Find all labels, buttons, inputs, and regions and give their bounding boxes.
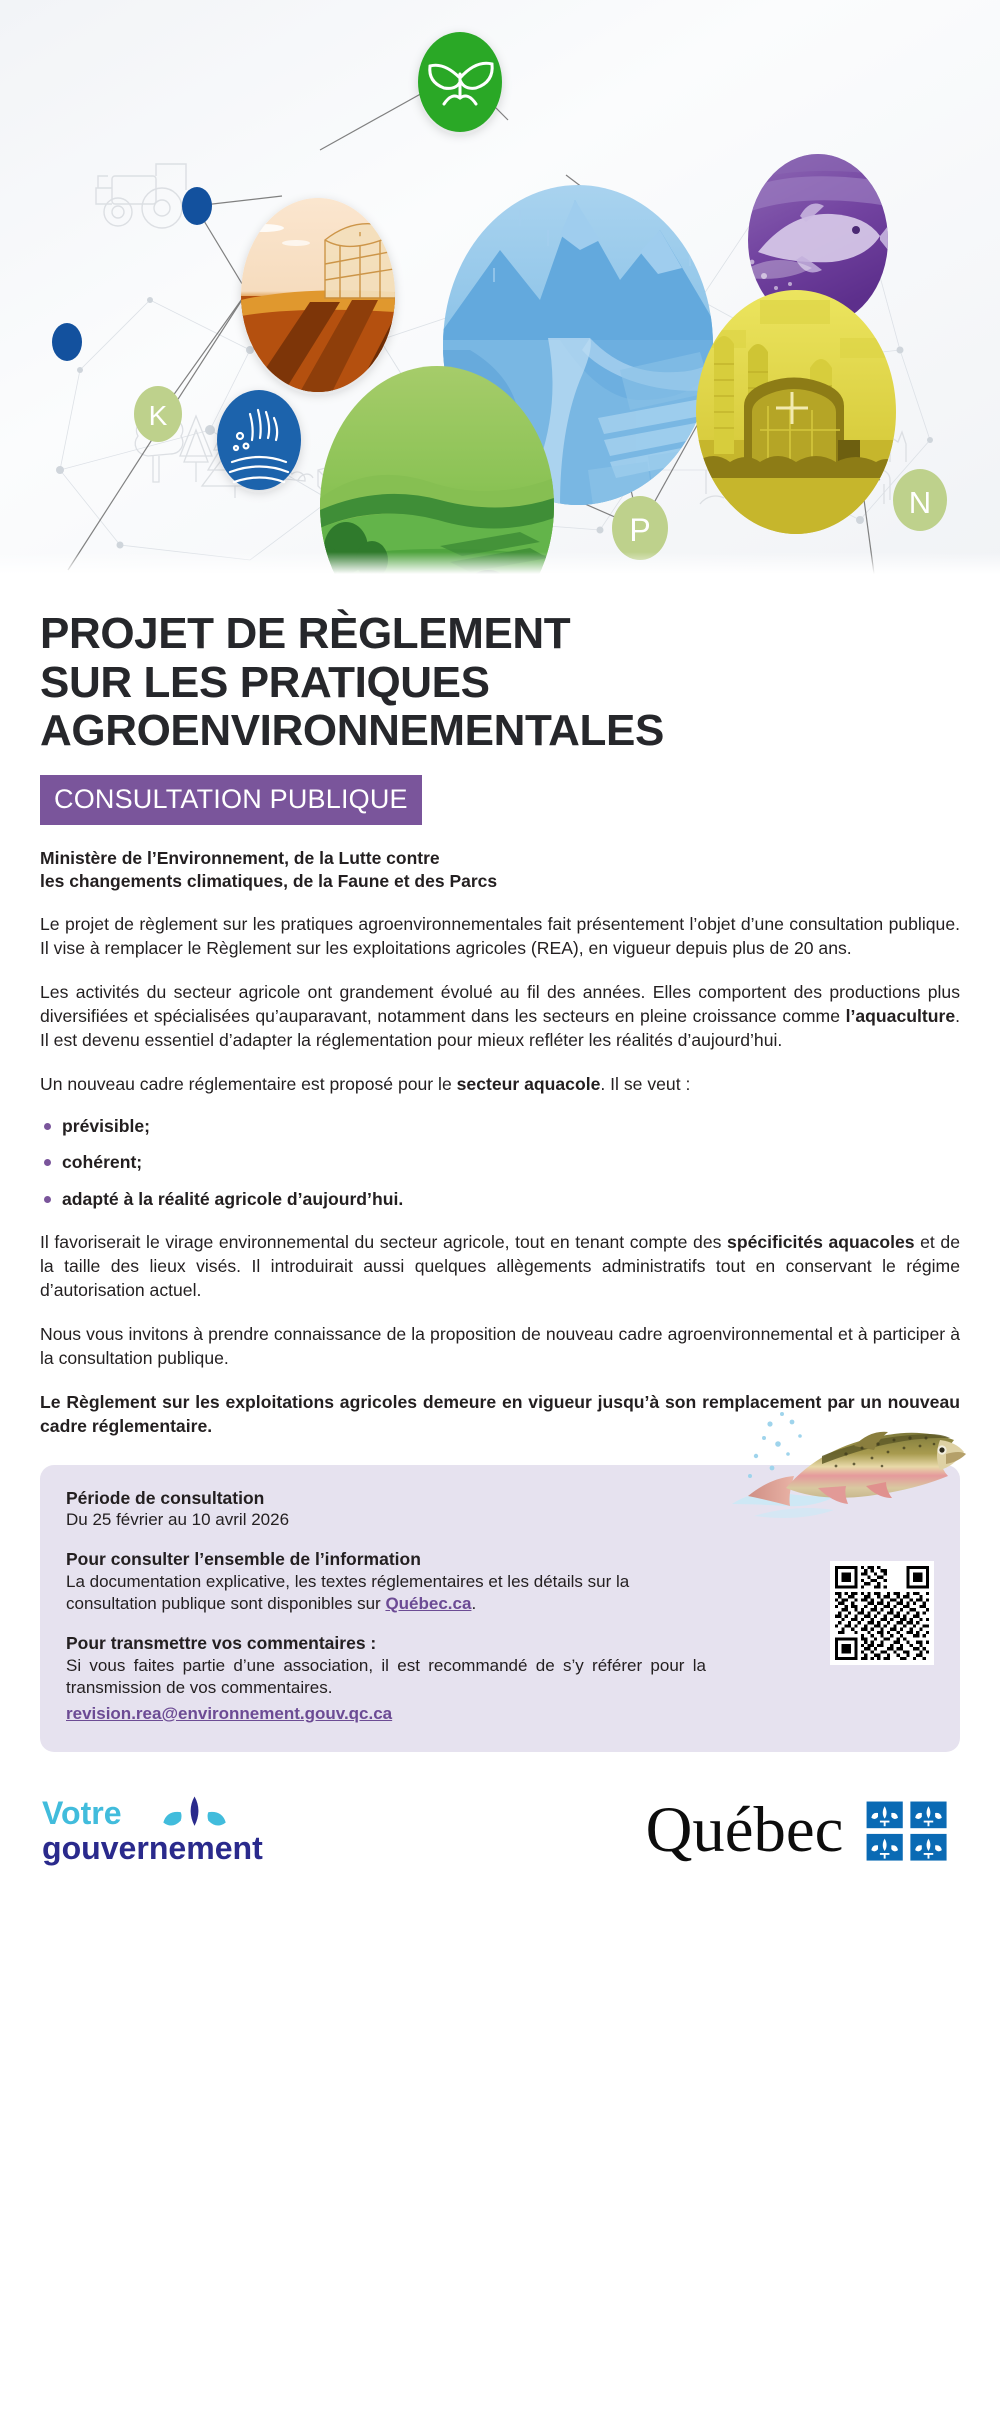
qr-code-svg (835, 1566, 929, 1660)
qr-code-icon[interactable] (830, 1561, 934, 1665)
paragraph-framework-c: . Il se veut : (600, 1073, 691, 1094)
paragraph-intro (40, 913, 960, 961)
ministry-line-2: les changements climatiques, de la Faune et des Parcs (40, 870, 498, 891)
paragraph-benefits (40, 1231, 960, 1303)
consultation-period-title: Période de consultation (66, 1487, 265, 1508)
nutrient-label-k: K (148, 400, 168, 431)
consultation-period-block (66, 1487, 706, 1532)
quebec-logo (640, 1792, 956, 1877)
paragraph-evolution-a: Les activités du secteur agricole ont grandement évolué au fil des années. Elles comportent des productions plus diversifiées et spécialisées qu’auparavant, notamment dans les secteurs en pleine croissance comme (40, 981, 960, 1026)
nutrient-label-n: N (908, 485, 932, 520)
nutrient-label-p: P (629, 512, 651, 548)
paragraph-framework-a: Un nouveau cadre réglementaire est proposé pour le (40, 1073, 457, 1094)
qualities-list (40, 1115, 960, 1212)
quebec-ca-link[interactable]: Québec.ca (385, 1594, 472, 1614)
consultation-comments-block (66, 1632, 706, 1726)
paragraph-evolution (40, 981, 960, 1053)
paragraph-intro-text: Le projet de règlement sur les pratiques agroenvironnementales fait présentement l’objet d’une consultation publique. Il vise à remplacer le Règlement sur les exploitations agricoles (REA), en vigueur depuis plus de 20 ans. (40, 914, 960, 958)
consultation-info-title: Pour consulter l’ensemble de l’information (66, 1548, 421, 1569)
paragraph-framework-bold: secteur aquacole (456, 1073, 601, 1094)
votre-text: Votre (42, 1794, 122, 1831)
consultation-info-text-b: . (471, 1594, 477, 1614)
nutrient-n-circle (893, 469, 947, 531)
page-title (40, 610, 960, 756)
paragraph-framework (40, 1073, 960, 1097)
status-badge: CONSULTATION PUBLIQUE (40, 775, 422, 825)
hero-graphic (0, 0, 1000, 578)
consultation-info-box (40, 1465, 960, 1752)
votre-gouvernement-svg (42, 1794, 302, 1870)
gouvernement-text: gouvernement (42, 1829, 263, 1866)
title-line-3: AGROENVIRONNEMENTALES (40, 706, 664, 756)
quebec-flag-icon (867, 1801, 947, 1860)
paragraph-notice (40, 1391, 960, 1439)
quebec-wordmark: Québec (645, 1793, 844, 1866)
consultation-info-block (66, 1548, 706, 1616)
fleur-de-lys-icon (163, 1796, 225, 1825)
nutrient-k-circle (134, 386, 182, 442)
votre-gouvernement-logo (42, 1794, 302, 1875)
list-item: cohérent; (40, 1151, 960, 1174)
paragraph-benefits-bold: spécificités aquacoles (727, 1232, 915, 1253)
consultation-comments-title: Pour transmettre vos commentaires : (66, 1632, 377, 1653)
title-line-1: PROJET DE RÈGLEMENT (40, 609, 571, 658)
contact-email-link[interactable]: revision.rea@environnement.gouv.qc.ca (66, 1703, 393, 1723)
hero-illustration (0, 0, 1000, 578)
hero-fade (0, 552, 1000, 578)
consultation-period-value: Du 25 février au 10 avril 2026 (66, 1510, 290, 1530)
poster-content (0, 610, 1000, 1752)
leaf-sprout-icon (418, 32, 502, 132)
paragraph-benefits-c: et de la taille des lieux visés. Il introduirait aussi quelques allègements administratifs tout en conservant le régime d’autorisation actuel. (40, 1232, 960, 1300)
list-item: prévisible; (40, 1115, 960, 1138)
ministry-name (40, 847, 960, 893)
footer (0, 1766, 1000, 1916)
ministry-line-1: Ministère de l’Environnement, de la Lutte contre (40, 847, 440, 868)
water-soil-icon (217, 390, 301, 490)
farm-barn-silo-circle (696, 290, 896, 534)
consultation-info-text (66, 1571, 706, 1616)
paragraph-notice-text: Le Règlement sur les exploitations agricoles demeure en vigueur jusqu’à son remplacement par un nouveau cadre réglementaire. (40, 1391, 960, 1436)
list-item: adapté à la réalité agricole d’aujourd’hui. (40, 1188, 960, 1211)
title-line-2: SUR LES PRATIQUES (40, 657, 490, 707)
paragraph-evolution-bold: l’aquaculture (845, 1005, 956, 1026)
quebec-logo-svg (640, 1792, 956, 1872)
nutrient-p-circle (612, 496, 668, 560)
paragraph-evolution-c: . Il est devenu essentiel d’adapter la réglementation pour mieux refléter les réalités d’aujourd’hui. (40, 1005, 960, 1050)
paragraph-invitation-text: Nous vous invitons à prendre connaissance de la proposition de nouveau cadre agroenvironnemental et à participer à la consultation publique. (40, 1323, 960, 1368)
consultation-comments-text: Si vous faites partie d’une association, il est recommandé de s’y référer pour la transmission de vos commentaires. (66, 1655, 706, 1698)
consultation-info-text-a: La documentation explicative, les textes réglementaires et les détails sur la consultation publique sont disponibles sur (66, 1571, 630, 1614)
paragraph-invitation (40, 1323, 960, 1371)
paragraph-benefits-a: Il favoriserait le virage environnemental du secteur agricole, tout en tenant compte des (40, 1232, 728, 1253)
